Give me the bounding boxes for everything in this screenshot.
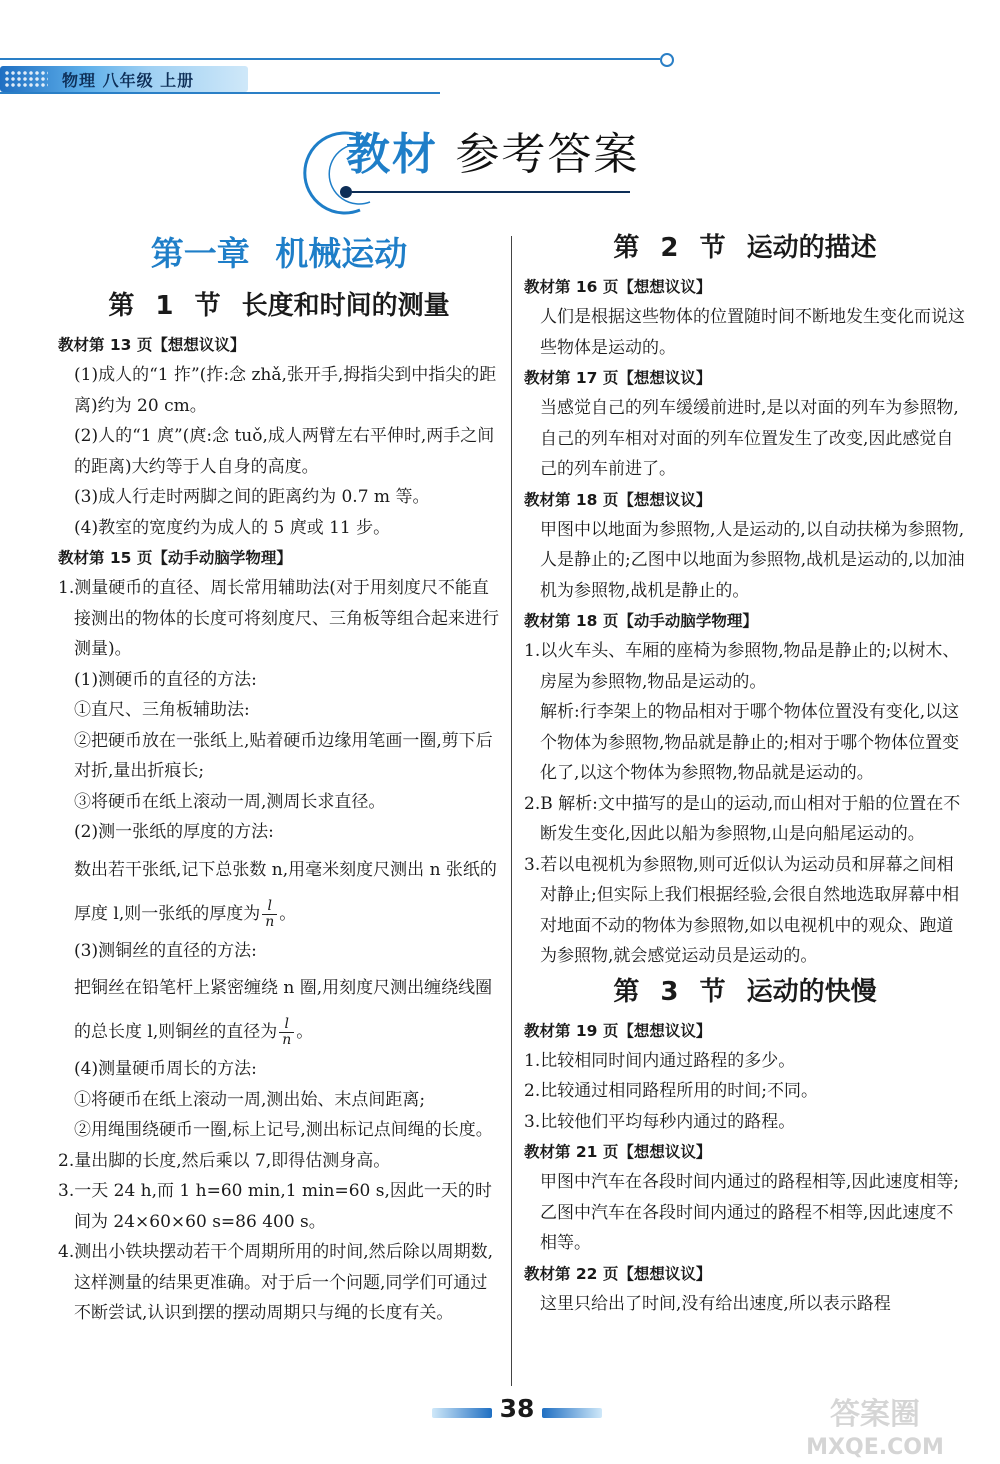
fraction-denominator: n bbox=[265, 913, 275, 930]
header-bar bbox=[0, 58, 1000, 98]
heading-p18-practice: 教材第 18 页【动手动脑学物理】 bbox=[524, 612, 758, 630]
question-1: 1.以火车头、车厢的座椅为参照物,物品是静止的;以树木、房屋为参照物,物品是运动的。 bbox=[524, 641, 960, 692]
book-title: 物理 八年级 上册 bbox=[62, 71, 195, 90]
section-title-1: 第 1 节 长度和时间的测量 bbox=[108, 291, 450, 321]
banner-title-part2: 参考答案 bbox=[455, 129, 640, 180]
analysis-note: 解析:行李架上的物品相对于哪个物体位置没有变化,以这个物体为参照物,物品就是静止的;相对于哪个物体位置变化了,以这个物体为参照物,物品就是运动的。 bbox=[540, 702, 960, 783]
watermark-line1: 答案圈 bbox=[830, 1397, 920, 1432]
fraction-l-over-n bbox=[262, 899, 277, 930]
answer-line: (3)成人行走时两脚之间的距离约为 0.7 m 等。 bbox=[74, 487, 430, 507]
answer-paragraph: 甲图中以地面为参照物,人是运动的,以自动扶梯为参照物,人是静止的;乙图中以地面为参照物,战机是运动的,以加油机为参照物,战机是静止的。 bbox=[540, 519, 965, 601]
heading-p19: 教材第 19 页【想想议议】 bbox=[524, 1021, 712, 1040]
answer-line: (1)测硬币的直径的方法: bbox=[74, 669, 257, 690]
footer-ornament-left-icon bbox=[432, 1408, 492, 1418]
answer-line: ③将硬币在纸上滚动一周,测周长求直径。 bbox=[74, 791, 386, 812]
answer-paragraph: 这里只给出了时间,没有给出速度,所以表示路程 bbox=[540, 1293, 891, 1314]
answer-line: (2)测一张纸的厚度的方法: bbox=[74, 822, 274, 842]
paper-thickness-method bbox=[58, 848, 500, 936]
header-underline bbox=[0, 92, 440, 94]
answer-paragraph: 甲图中汽车在各段时间内通过的路程相等,因此速度相等;乙图中汽车在各段时间内通过的路程不相等,因此速度不相等。 bbox=[540, 1172, 960, 1253]
heading-p18: 教材第 18 页【想想议议】 bbox=[524, 490, 712, 509]
chapter-title: 第一章 机械运动 bbox=[150, 234, 408, 273]
column-divider bbox=[511, 236, 512, 1386]
watermark-icon bbox=[760, 1392, 990, 1460]
question-2: 2.比较通过相同路程所用的时间;不同。 bbox=[524, 1081, 818, 1101]
fraction-numerator: l bbox=[262, 899, 277, 915]
heading-p15: 教材第 15 页【动手动脑学物理】 bbox=[58, 549, 292, 567]
wire-diameter-text: 把铜丝在铅笔杆上紧密缠绕 n 圈,用刻度尺测出缠绕线圈的总长度 l,则铜丝的直径为 bbox=[74, 978, 493, 1042]
section-title-3: 第 3 节 运动的快慢 bbox=[613, 976, 877, 1007]
paper-thickness-text: 数出若干张纸,记下总张数 n,用毫米刻度尺测出 n 张纸的厚度 l,则一张纸的厚度为 bbox=[74, 859, 497, 924]
banner-title bbox=[346, 118, 639, 182]
banner-title-part1: 教材 bbox=[346, 129, 438, 180]
answer-line: ②把硬币放在一张纸上,贴着硬币边缘用笔画一圈,剪下后对折,量出折痕长; bbox=[74, 730, 493, 781]
fraction-denominator: n bbox=[282, 1032, 292, 1048]
fraction-end: 。 bbox=[296, 1022, 314, 1042]
heading-p21: 教材第 21 页【想想议议】 bbox=[524, 1143, 712, 1161]
fraction-numerator: l bbox=[279, 1017, 294, 1033]
answer-paragraph: 人们是根据这些物体的位置随时间不断地发生变化而说这些物体是运动的。 bbox=[540, 307, 965, 358]
answer-line: (4)教室的宽度约为成人的 5 庹或 11 步。 bbox=[74, 517, 391, 538]
heading-p22: 教材第 22 页【想想议议】 bbox=[524, 1264, 712, 1283]
section-title-2: 第 2 节 运动的描述 bbox=[613, 233, 877, 263]
answer-line: ①将硬币在纸上滚动一周,测出始、末点间距离; bbox=[74, 1089, 426, 1110]
question-3: 3.若以电视机为参照物,则可近似认为运动员和屏幕之间相对静止;但实际上我们根据经验,会很自然地选取屏幕中相对地面不动的物体为参照物,如以电视机中的观众、跑道为参照物,就会感觉运动员是运动的。 bbox=[524, 854, 960, 966]
answer-line: (1)成人的“1 拃”(拃:念 zhǎ,张开手,拇指尖到中指尖的距离)约为 20 cm。 bbox=[74, 365, 497, 416]
heading-p13: 教材第 13 页【想想议议】 bbox=[58, 336, 246, 354]
header-rule bbox=[0, 58, 660, 60]
question-1: 1.测量硬币的直径、周长常用辅助法(对于用刻度尺不能直接测出的物体的长度可将刻度尺、三角板等组合起来进行测量)。 bbox=[58, 578, 499, 659]
left-column bbox=[58, 228, 500, 1329]
section-banner bbox=[300, 118, 640, 208]
heading-p16: 教材第 16 页【想想议议】 bbox=[524, 278, 712, 296]
question-1: 1.比较相同时间内通过路程的多少。 bbox=[524, 1050, 796, 1071]
watermark-logo bbox=[760, 1392, 990, 1460]
answer-line: (3)测铜丝的直径的方法: bbox=[74, 940, 257, 961]
answer-line: ①直尺、三角板辅助法: bbox=[74, 700, 250, 720]
wire-diameter-method bbox=[58, 966, 500, 1054]
question-4: 4.测出小铁块摆动若干个周期所用的时间,然后除以周期数,这样测量的结果更准确。对于后一个问题,同学们可通过不断尝试,认识到摆的摆动周期只与绳的长度有关。 bbox=[58, 1242, 494, 1323]
answer-line: ②用绳围绕硬币一圈,标上记号,测出标记点间绳的长度。 bbox=[74, 1120, 493, 1140]
page-number: 38 bbox=[499, 1394, 535, 1423]
header-rule-dot-icon bbox=[660, 53, 674, 67]
answer-line: (2)人的“1 庹”(庹:念 tuǒ,成人两臂左右平伸时,两手之间的距离)大约等于人自身的高度。 bbox=[74, 426, 495, 477]
right-column bbox=[524, 228, 966, 1319]
question-3: 3.比较他们平均每秒内通过的路程。 bbox=[524, 1111, 796, 1132]
fraction-l-over-n bbox=[279, 1017, 294, 1048]
answer-paragraph: 当感觉自己的列车缓缓前进时,是以对面的列车为参照物,自己的列车相对对面的列车位置发生了改变,因此感觉自己的列车前进了。 bbox=[540, 398, 959, 479]
watermark-line2: MXQE.COM bbox=[806, 1435, 944, 1460]
question-2: 2.B 解析:文中描写的是山的运动,而山相对于船的位置在不断发生变化,因此以船为参照物,山是向船尾运动的。 bbox=[524, 793, 961, 844]
question-2: 2.量出脚的长度,然后乘以 7,即得估测身高。 bbox=[58, 1150, 391, 1171]
question-3: 3.一天 24 h,而 1 h=60 min,1 min=60 s,因此一天的时间为 24×60×60 s=86 400 s。 bbox=[58, 1181, 492, 1232]
footer-ornament-right-icon bbox=[542, 1408, 602, 1418]
dot-pattern-icon bbox=[4, 70, 48, 88]
heading-p17: 教材第 17 页【想想议议】 bbox=[524, 369, 712, 387]
fraction-end: 。 bbox=[279, 903, 297, 924]
answer-line: (4)测量硬币周长的方法: bbox=[74, 1059, 257, 1079]
